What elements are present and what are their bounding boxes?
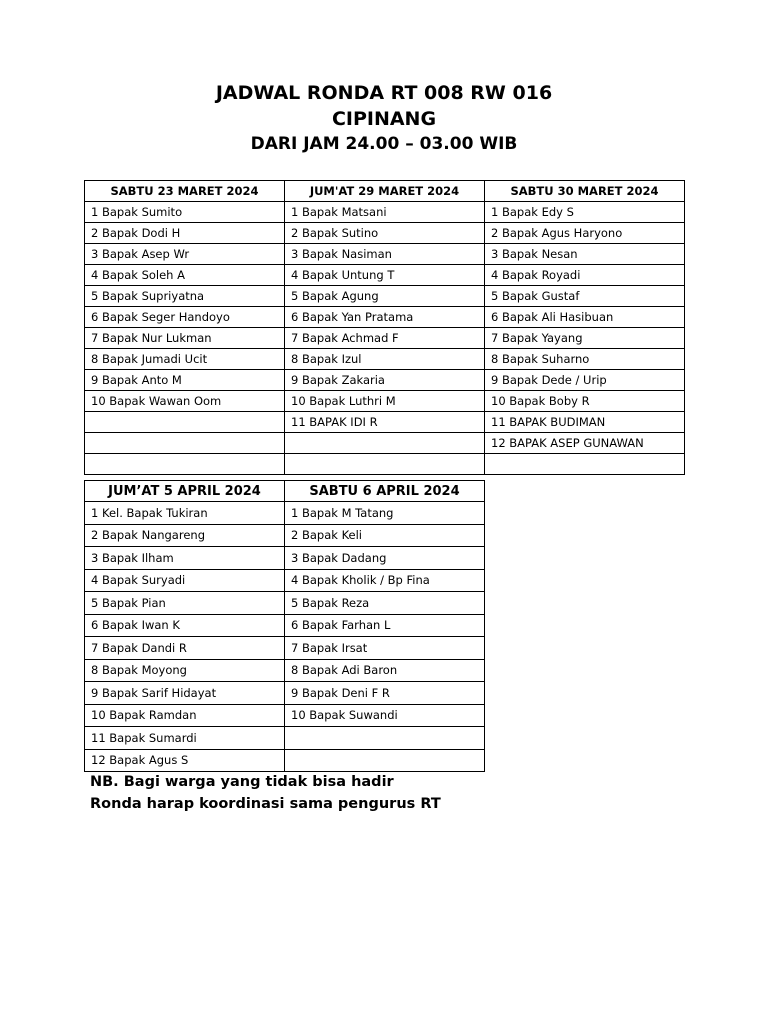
table-cell: 3 Bapak Ilham <box>85 547 285 570</box>
table-header-row <box>85 181 685 202</box>
table-cell: 8 Bapak Adi Baron <box>285 659 485 682</box>
table-cell <box>285 749 485 772</box>
table-row <box>85 592 485 615</box>
table-cell: 1 Bapak Sumito <box>85 202 285 223</box>
table-cell: 9 Bapak Zakaria <box>285 370 485 391</box>
table-cell <box>285 727 485 750</box>
schedule-table-april <box>84 480 485 772</box>
table-row <box>85 502 485 525</box>
table-cell: 5 Bapak Reza <box>285 592 485 615</box>
table-cell: 11 BAPAK BUDIMAN <box>485 412 685 433</box>
table-row <box>85 727 485 750</box>
column-header: JUM’AT 5 APRIL 2024 <box>85 481 285 502</box>
column-header: SABTU 30 MARET 2024 <box>485 181 685 202</box>
table-row <box>85 223 685 244</box>
table-cell: 3 Bapak Asep Wr <box>85 244 285 265</box>
table-cell: 10 Bapak Boby R <box>485 391 685 412</box>
table-cell: 11 Bapak Sumardi <box>85 727 285 750</box>
table-cell <box>285 454 485 475</box>
table-row <box>85 307 685 328</box>
table-cell: 1 Bapak Edy S <box>485 202 685 223</box>
table-cell: 5 Bapak Agung <box>285 286 485 307</box>
table-cell: 7 Bapak Nur Lukman <box>85 328 285 349</box>
table-cell: 7 Bapak Irsat <box>285 637 485 660</box>
table-cell <box>285 433 485 454</box>
table-row <box>85 328 685 349</box>
column-header: JUM'AT 29 MARET 2024 <box>285 181 485 202</box>
table-cell: 4 Bapak Soleh A <box>85 265 285 286</box>
table-cell: 10 Bapak Suwandi <box>285 704 485 727</box>
table-row <box>85 370 685 391</box>
table-cell: 6 Bapak Farhan L <box>285 614 485 637</box>
table-cell: 9 Bapak Anto M <box>85 370 285 391</box>
table-cell: 9 Bapak Sarif Hidayat <box>85 682 285 705</box>
table-cell: 1 Bapak Matsani <box>285 202 485 223</box>
table-row <box>85 391 685 412</box>
table-row <box>85 614 485 637</box>
table-cell: 4 Bapak Royadi <box>485 265 685 286</box>
table-cell: 2 Bapak Keli <box>285 524 485 547</box>
table-cell: 1 Bapak M Tatang <box>285 502 485 525</box>
table-cell: 6 Bapak Yan Pratama <box>285 307 485 328</box>
note-line: Ronda harap koordinasi sama pengurus RT <box>90 796 441 812</box>
table-cell: 12 Bapak Agus S <box>85 749 285 772</box>
table-header-row <box>85 481 485 502</box>
table-cell: 10 Bapak Ramdan <box>85 704 285 727</box>
table-cell: 4 Bapak Suryadi <box>85 569 285 592</box>
table-cell: 8 Bapak Moyong <box>85 659 285 682</box>
table-cell: 10 Bapak Luthri M <box>285 391 485 412</box>
table-row <box>85 202 685 223</box>
table-row <box>85 682 485 705</box>
table-cell: 4 Bapak Kholik / Bp Fina <box>285 569 485 592</box>
table-row <box>85 433 685 454</box>
table-cell: 11 BAPAK IDI R <box>285 412 485 433</box>
column-header: SABTU 23 MARET 2024 <box>85 181 285 202</box>
table-row <box>85 659 485 682</box>
schedule-table-march <box>84 180 685 475</box>
table-cell: 5 Bapak Supriyatna <box>85 286 285 307</box>
table-cell: 6 Bapak Seger Handoyo <box>85 307 285 328</box>
column-header: SABTU 6 APRIL 2024 <box>285 481 485 502</box>
table-cell: 7 Bapak Achmad F <box>285 328 485 349</box>
table-cell: 8 Bapak Izul <box>285 349 485 370</box>
table-cell: 5 Bapak Pian <box>85 592 285 615</box>
table-cell: 8 Bapak Jumadi Ucit <box>85 349 285 370</box>
schedule-table-april-body <box>85 502 485 772</box>
table-cell: 6 Bapak Ali Hasibuan <box>485 307 685 328</box>
page-subtitle-location: CIPINANG <box>331 108 437 130</box>
table-cell: 2 Bapak Sutino <box>285 223 485 244</box>
page-subtitle-time: DARI JAM 24.00 – 03.00 WIB <box>250 134 518 154</box>
table-cell: 3 Bapak Dadang <box>285 547 485 570</box>
table-cell: 2 Bapak Nangareng <box>85 524 285 547</box>
table-cell: 4 Bapak Untung T <box>285 265 485 286</box>
table-cell: 6 Bapak Iwan K <box>85 614 285 637</box>
table-row <box>85 412 685 433</box>
table-cell: 10 Bapak Wawan Oom <box>85 391 285 412</box>
table-cell <box>85 454 285 475</box>
table-cell: 9 Bapak Dede / Urip <box>485 370 685 391</box>
table-cell: 2 Bapak Agus Haryono <box>485 223 685 244</box>
table-cell: 3 Bapak Nesan <box>485 244 685 265</box>
table-cell: 1 Kel. Bapak Tukiran <box>85 502 285 525</box>
table-row <box>85 704 485 727</box>
table-cell <box>85 433 285 454</box>
table-row <box>85 349 685 370</box>
table-cell: 2 Bapak Dodi H <box>85 223 285 244</box>
table-row <box>85 749 485 772</box>
table-row <box>85 265 685 286</box>
table-cell: 9 Bapak Deni F R <box>285 682 485 705</box>
table-cell <box>85 412 285 433</box>
table-row <box>85 569 485 592</box>
table-cell: 3 Bapak Nasiman <box>285 244 485 265</box>
table-cell: 8 Bapak Suharno <box>485 349 685 370</box>
table-row <box>85 286 685 307</box>
table-cell: 5 Bapak Gustaf <box>485 286 685 307</box>
page-title: JADWAL RONDA RT 008 RW 016 <box>215 82 553 104</box>
schedule-table-march-body <box>85 202 685 475</box>
note-line: NB. Bagi warga yang tidak bisa hadir <box>90 774 394 790</box>
table-cell <box>485 454 685 475</box>
table-row <box>85 547 485 570</box>
table-row <box>85 454 685 475</box>
table-row <box>85 637 485 660</box>
table-cell: 7 Bapak Yayang <box>485 328 685 349</box>
table-row <box>85 524 485 547</box>
table-cell: 7 Bapak Dandi R <box>85 637 285 660</box>
table-cell: 12 BAPAK ASEP GUNAWAN <box>485 433 685 454</box>
table-row <box>85 244 685 265</box>
